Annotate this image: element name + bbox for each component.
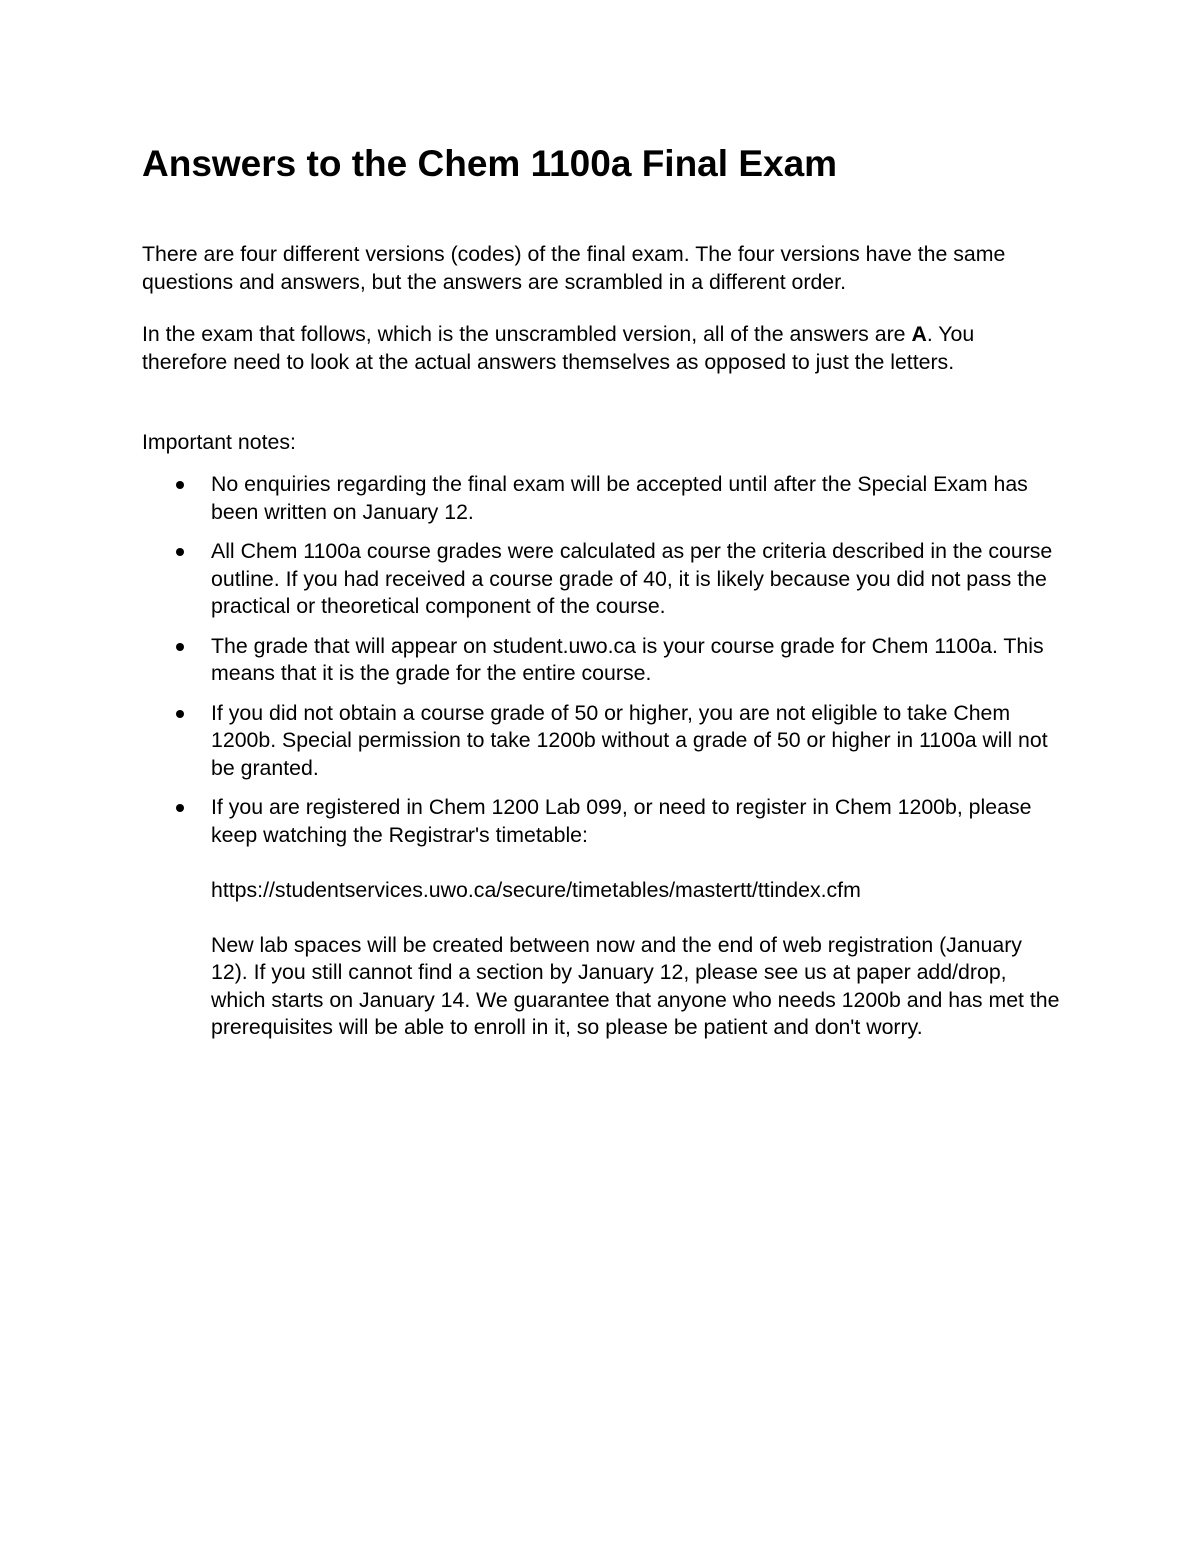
note-text: If you did not obtain a course grade of 50 or higher, you are not eligible to take Chem 1200b. Special permission to take 1200b without a grade of 50 or higher in 1100a will not be granted. [211, 700, 1048, 780]
note-item [142, 700, 1062, 783]
note-item [142, 538, 1062, 621]
answer-letter: A [911, 322, 927, 346]
note-item [142, 794, 1062, 1042]
bullet-icon [176, 481, 184, 489]
notes-heading: Important notes: [142, 430, 296, 454]
bullet-icon [176, 548, 184, 556]
bullet-icon [176, 710, 184, 718]
notes-list [142, 471, 1062, 1054]
unscrambled-text-start: In the exam that follows, which is the unscrambled version, all of the answers are [142, 322, 912, 346]
lab-spaces-note: New lab spaces will be created between now and the end of web registration (January 12). If you still cannot find a section by January 12, please see us at paper add/drop, which starts on January 14. We guarantee that anyone who needs 1200b and has met the prerequisites will be able to enroll in it, so please be patient and don't worry. [211, 932, 1060, 1039]
note-text: The grade that will appear on student.uwo.ca is your course grade for Chem 1100a. This means that it is the grade for the entire course. [211, 633, 1044, 685]
intro-paragraph: There are four different versions (codes) of the final exam. The four versions have the same questions and answers, but the answers are scrambled in a different order. [142, 242, 1006, 294]
note-text: All Chem 1100a course grades were calculated as per the criteria described in the course outline. If you had received a course grade of 40, it is likely because you did not pass the practical or theoretical component of the course. [211, 539, 1053, 618]
timetable-url: https://studentservices.uwo.ca/secure/timetables/mastertt/ttindex.cfm [211, 877, 861, 902]
note-item [142, 633, 1062, 688]
bullet-icon [176, 643, 184, 651]
unscrambled-paragraph [142, 321, 1062, 376]
note-item [142, 471, 1062, 526]
bullet-icon [176, 804, 184, 812]
unscrambled-text-end: . You therefore need to look at the actual answers themselves as opposed to just the letters. [142, 322, 975, 374]
document-title: Answers to the Chem 1100a Final Exam [142, 143, 838, 184]
note-text: No enquiries regarding the final exam will be accepted until after the Special Exam has been written on January 12. [211, 472, 1028, 524]
note-text: If you are registered in Chem 1200 Lab 099, or need to register in Chem 1200b, please keep watching the Registrar's timetable: [211, 795, 1032, 847]
